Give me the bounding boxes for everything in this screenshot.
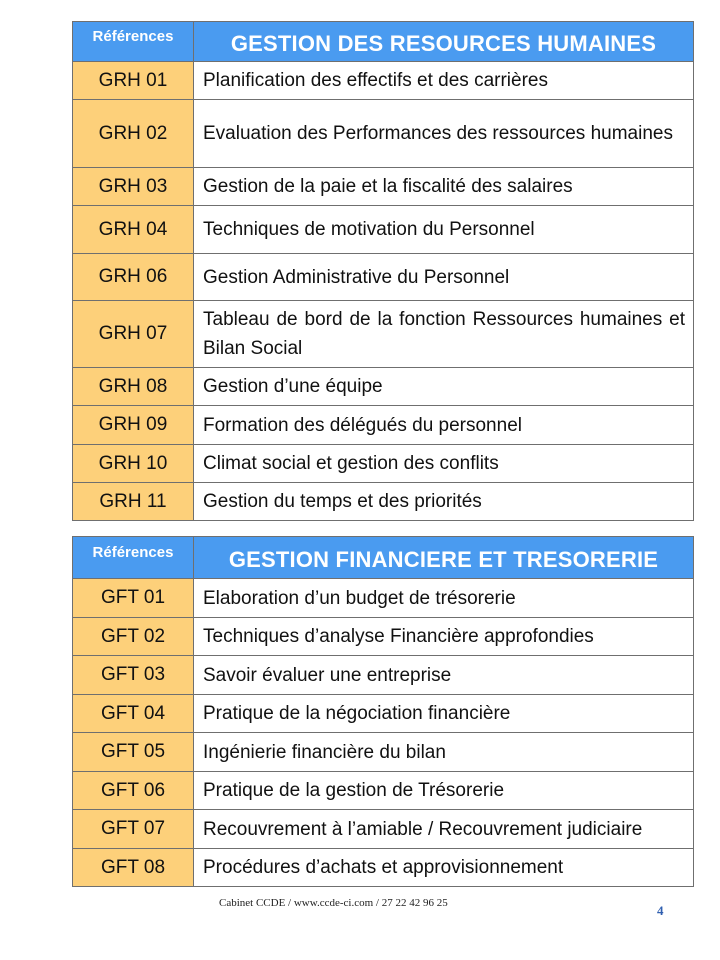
- course-title: Ingénierie financière du bilan: [194, 733, 694, 772]
- course-code: GFT 03: [73, 656, 194, 695]
- course-title: Elaboration d’un budget de trésorerie: [194, 579, 694, 618]
- table-header-row: [73, 537, 694, 579]
- section-title: GESTION FINANCIERE ET TRESORERIE: [194, 537, 694, 579]
- course-title: Gestion d’une équipe: [194, 368, 694, 406]
- course-code: GFT 04: [73, 695, 194, 733]
- course-code: GRH 01: [73, 62, 194, 100]
- course-code: GRH 06: [73, 254, 194, 301]
- course-title: Techniques d’analyse Financière approfondies: [194, 618, 694, 656]
- hr-course-table: [72, 21, 694, 521]
- course-title: Planification des effectifs et des carrières: [194, 62, 694, 100]
- table-row: [73, 168, 694, 206]
- course-code: GRH 11: [73, 483, 194, 521]
- course-title: Tableau de bord de la fonction Ressources humaines et Bilan Social: [194, 301, 694, 368]
- table-row: [73, 483, 694, 521]
- references-header: Références: [73, 537, 194, 579]
- course-code: GRH 03: [73, 168, 194, 206]
- course-code: GFT 07: [73, 810, 194, 849]
- course-code: GFT 08: [73, 849, 194, 887]
- table-row: [73, 301, 694, 368]
- table-header-row: [73, 22, 694, 62]
- table-row: [73, 849, 694, 887]
- references-header: Références: [73, 22, 194, 62]
- course-code: GRH 07: [73, 301, 194, 368]
- finance-course-table: [72, 536, 694, 887]
- course-title: Gestion Administrative du Personnel: [194, 254, 694, 301]
- table-row: [73, 254, 694, 301]
- course-title: Gestion de la paie et la fiscalité des salaires: [194, 168, 694, 206]
- course-code: GFT 02: [73, 618, 194, 656]
- table-row: [73, 656, 694, 695]
- course-title: Savoir évaluer une entreprise: [194, 656, 694, 695]
- course-title: Evaluation des Performances des ressources humaines: [194, 100, 694, 168]
- course-title: Recouvrement à l’amiable / Recouvrement judiciaire: [194, 810, 694, 849]
- footer-contact: Cabinet CCDE / www.ccde-ci.com / 27 22 42 96 25: [219, 897, 448, 909]
- table-row: [73, 618, 694, 656]
- table-row: [73, 810, 694, 849]
- course-title: Climat social et gestion des conflits: [194, 445, 694, 483]
- table-row: [73, 733, 694, 772]
- course-title: Techniques de motivation du Personnel: [194, 206, 694, 254]
- course-code: GRH 04: [73, 206, 194, 254]
- course-code: GRH 09: [73, 406, 194, 445]
- course-code: GRH 08: [73, 368, 194, 406]
- table-row: [73, 206, 694, 254]
- course-code: GFT 06: [73, 772, 194, 810]
- course-title: Pratique de la gestion de Trésorerie: [194, 772, 694, 810]
- course-title: Formation des délégués du personnel: [194, 406, 694, 445]
- table-row: [73, 695, 694, 733]
- course-code: GRH 10: [73, 445, 194, 483]
- course-code: GFT 05: [73, 733, 194, 772]
- course-title: Gestion du temps et des priorités: [194, 483, 694, 521]
- table-row: [73, 772, 694, 810]
- table-row: [73, 368, 694, 406]
- table-row: [73, 445, 694, 483]
- table-row: [73, 100, 694, 168]
- page-number: 4: [657, 903, 664, 918]
- course-title: Procédures d’achats et approvisionnement: [194, 849, 694, 887]
- section-title: GESTION DES RESOURCES HUMAINES: [194, 22, 694, 62]
- table-row: [73, 579, 694, 618]
- table-row: [73, 62, 694, 100]
- course-code: GRH 02: [73, 100, 194, 168]
- table-row: [73, 406, 694, 445]
- course-code: GFT 01: [73, 579, 194, 618]
- course-title: Pratique de la négociation financière: [194, 695, 694, 733]
